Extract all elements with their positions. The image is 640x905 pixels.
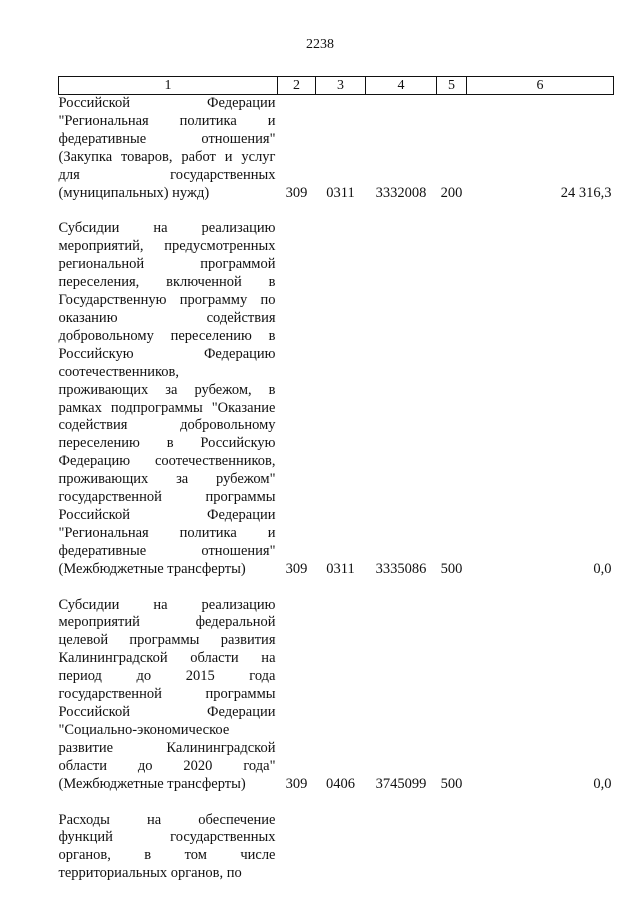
table-row (59, 812, 614, 884)
description-line: региональной программой (58, 256, 276, 273)
expense-type-code: 500 (440, 560, 463, 577)
description-line: органов, в том числе (58, 847, 276, 864)
section-code: 0406 (326, 775, 355, 792)
description-line: оказанию содействия (58, 309, 276, 326)
description-line: Государственную программу по (58, 292, 276, 309)
header-row (59, 77, 614, 95)
page-number: 2238 (306, 37, 334, 52)
section-code (316, 812, 366, 884)
description-line: Субсидии на реализацию (58, 220, 276, 237)
amount: 0,0 (593, 775, 612, 792)
header-col-6: 6 (467, 77, 614, 95)
header-col-2: 2 (278, 77, 316, 95)
description-line: функций государственных (58, 829, 276, 846)
row-spacer (59, 202, 614, 220)
description-line: переселению в Российскую (58, 435, 276, 452)
target-article-code: 3332008 (375, 184, 427, 201)
gr-code: 309 (285, 184, 308, 201)
target-article-code: 3745099 (375, 775, 427, 792)
description-line: переселения, включенной в (58, 274, 276, 291)
description-line: Российской Федерации (58, 506, 276, 523)
description-line: проживающих за рубежом, в (58, 381, 276, 398)
description-line: Российскую Федерацию (58, 345, 276, 362)
gr-code (278, 812, 316, 884)
gr-code: 309 (285, 775, 308, 792)
header-col-1: 1 (59, 77, 278, 95)
row-description (59, 597, 278, 794)
description-line: мероприятий, предусмотренных (58, 238, 276, 255)
row-description (59, 95, 278, 203)
description-line: целевой программы развития (58, 632, 276, 649)
header-col-4: 4 (366, 77, 437, 95)
description-line: для государственных (58, 166, 276, 183)
description-line: Федерацию соотечественников, (58, 453, 276, 470)
amount: 0,0 (593, 560, 612, 577)
description-line: Российской Федерации (58, 704, 276, 720)
row-spacer (59, 579, 614, 597)
description-line: соотечественников, (58, 363, 180, 380)
description-line: содействия добровольному (58, 417, 276, 434)
description-line: (муниципальных) нужд) (58, 184, 210, 201)
description-line: (Межбюджетные трансферты) (58, 775, 246, 792)
table-body (59, 95, 614, 884)
description-line: Калининградской области на (58, 650, 276, 667)
description-line: развитие Калининградской (58, 739, 276, 756)
header-col-5: 5 (437, 77, 467, 95)
description-line: "Региональная политика и (58, 524, 276, 541)
row-description (59, 812, 278, 884)
row-description (59, 220, 278, 578)
description-line: (Закупка товаров, работ и услуг (58, 148, 276, 165)
description-line: государственной программы (58, 686, 276, 703)
description-line: федеративные отношения" (58, 542, 276, 559)
table-row (59, 597, 614, 794)
amount: 24 316,3 (560, 184, 612, 201)
description-line: Субсидии на реализацию (58, 596, 276, 613)
section-code: 0311 (326, 184, 355, 201)
expense-type-code: 500 (440, 775, 463, 792)
expense-type-code: 200 (440, 184, 463, 201)
expense-type-code (437, 812, 467, 884)
section-code: 0311 (326, 560, 355, 577)
description-line: Расходы на обеспечение (58, 811, 276, 828)
table-row (59, 95, 614, 203)
description-line: "Социально-экономическое (58, 721, 230, 738)
description-line: мероприятий федеральной (58, 614, 276, 631)
description-line: (Межбюджетные трансферты) (58, 560, 246, 577)
description-line: период до 2015 года (58, 668, 276, 685)
description-line: "Региональная политика и (58, 112, 276, 129)
description-line: рамках подпрограммы "Оказание (58, 399, 276, 416)
table-row (59, 220, 614, 578)
target-article-code: 3335086 (375, 560, 427, 577)
description-line: федеративные отношения" (58, 130, 276, 147)
gr-code: 309 (285, 560, 308, 577)
description-line: государственной программы (58, 489, 276, 506)
header-col-3: 3 (316, 77, 366, 95)
description-line: добровольному переселению в (58, 327, 276, 344)
amount (467, 812, 614, 884)
description-line: проживающих за рубежом" (58, 471, 276, 488)
description-line: области до 2020 года" (58, 757, 276, 774)
target-article-code (366, 812, 437, 884)
budget-table (58, 76, 614, 883)
description-line: территориальных органов, по (58, 865, 242, 882)
row-spacer (59, 794, 614, 812)
description-line: Российской Федерации (58, 95, 276, 111)
